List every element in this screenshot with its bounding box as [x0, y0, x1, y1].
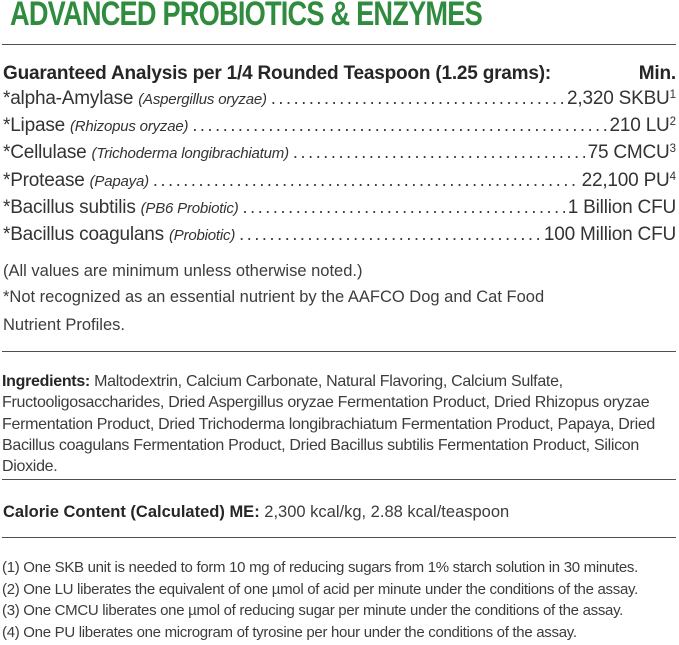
- analysis-row: [3, 224, 676, 251]
- section-divider-footnotes: [2, 537, 676, 538]
- guaranteed-analysis-header: [3, 61, 676, 86]
- nutrient-name: *Protease: [3, 169, 85, 191]
- aafco-note: *Not recognized as an essential nutrient by the AAFCO Dog and Cat Food Nutrient Profiles.: [3, 288, 545, 334]
- nutrient-amount: 2,320 SKBU: [567, 88, 670, 109]
- footnotes-section: [2, 557, 679, 643]
- dot-leader: [243, 197, 565, 219]
- footnote-line: (1) One SKB unit is needed to form 10 mg of reducing sugars from 1% starch solution in 30 minutes.: [2, 559, 638, 576]
- section-divider-calories: [2, 479, 676, 480]
- footnote-line: (2) One LU liberates the equivalent of one µmol of acid per minute under the conditions of the assay.: [2, 580, 638, 598]
- calorie-statement: [3, 501, 676, 524]
- nutrient-name: *Cellulase: [3, 142, 87, 164]
- nutrient-name: *Lipase: [3, 115, 65, 137]
- analysis-row: [3, 170, 676, 197]
- footnote-ref: 4: [669, 170, 676, 183]
- nutrient-species: (Papaya): [89, 172, 149, 190]
- nutrient-amount: 1 Billion CFU: [567, 196, 676, 218]
- nutrient-name: *alpha-Amylase: [3, 88, 134, 109]
- calorie-heading: Calorie Content (Calculated) ME:: [3, 503, 260, 521]
- analysis-row: [3, 197, 676, 224]
- ingredients-heading: Ingredients:: [2, 373, 90, 390]
- analysis-row: [3, 142, 676, 169]
- ingredients-list: Maltodextrin, Calcium Carbonate, Natural Flavoring, Calcium Sulfate, Fructooligosaccharides, Dried Aspergillus oryzae Fermentation Product, Dried Rhizopus oryzae Fermentation Product, Dried Trichoderma longibrachiatum Fermentation Product, Papaya, Dried Bacillus coagulans Fermentation Product, Dried Bacillus subtilis Fermentation Product, Silicon Dioxide.: [2, 373, 656, 476]
- calorie-value: 2,300 kcal/kg, 2.88 kcal/teaspoon: [264, 503, 510, 521]
- analysis-row: [3, 88, 676, 115]
- min-column-header: Min.: [638, 63, 676, 84]
- nutrient-amount: 210 LU: [609, 115, 670, 137]
- nutrient-amount: 75 CMCU: [587, 142, 670, 164]
- dot-leader: [239, 224, 541, 246]
- footnote-ref: 3: [669, 143, 676, 156]
- ingredients-paragraph: [2, 371, 679, 477]
- nutrient-name: *Bacillus coagulans: [3, 223, 164, 245]
- dot-leader: [153, 170, 579, 192]
- nutrient-species: (PB6 Probiotic): [140, 199, 239, 217]
- guaranteed-analysis-heading: Guaranteed Analysis per 1/4 Rounded Teaspoon (1.25 grams):: [3, 63, 551, 84]
- nutrient-value: [582, 170, 676, 192]
- dot-leader: [271, 88, 564, 110]
- footnote-line: (3) One CMCU liberates one µmol of reducing sugar per minute under the conditions of the assay.: [2, 602, 624, 620]
- section-divider-ingredients: [2, 351, 676, 352]
- dot-leader: [192, 115, 606, 137]
- nutrient-value: [567, 88, 676, 110]
- nutrient-value: [588, 142, 676, 164]
- nutrient-amount: 100 Million CFU: [543, 223, 676, 245]
- nutrient-species: (Rhizopus oryzae): [69, 118, 189, 136]
- nutrient-value: [610, 115, 676, 137]
- nutrient-species: (Probiotic): [168, 226, 236, 244]
- section-divider-top: [2, 44, 676, 45]
- nutrient-species: (Aspergillus oryzae): [138, 91, 267, 108]
- nutrient-amount: 22,100 PU: [581, 169, 670, 191]
- dot-leader: [293, 142, 585, 164]
- footnote-ref: 2: [669, 116, 676, 129]
- nutrient-value: [544, 224, 676, 246]
- nutrient-name: *Bacillus subtilis: [3, 196, 136, 218]
- minimum-values-note: (All values are minimum unless otherwise noted.): [3, 262, 363, 280]
- footnote-ref: 1: [669, 89, 676, 101]
- footnote-line: (4) One PU liberates one microgram of tyrosine per hour under the conditions of the assay.: [2, 623, 577, 641]
- analysis-row: [3, 115, 676, 142]
- nutrient-value: [568, 197, 676, 219]
- nutrient-species: (Trichoderma longibrachiatum): [91, 145, 289, 163]
- product-title: ADVANCED PROBIOTICS & ENZYMES: [10, 0, 482, 33]
- analysis-table: [3, 88, 676, 251]
